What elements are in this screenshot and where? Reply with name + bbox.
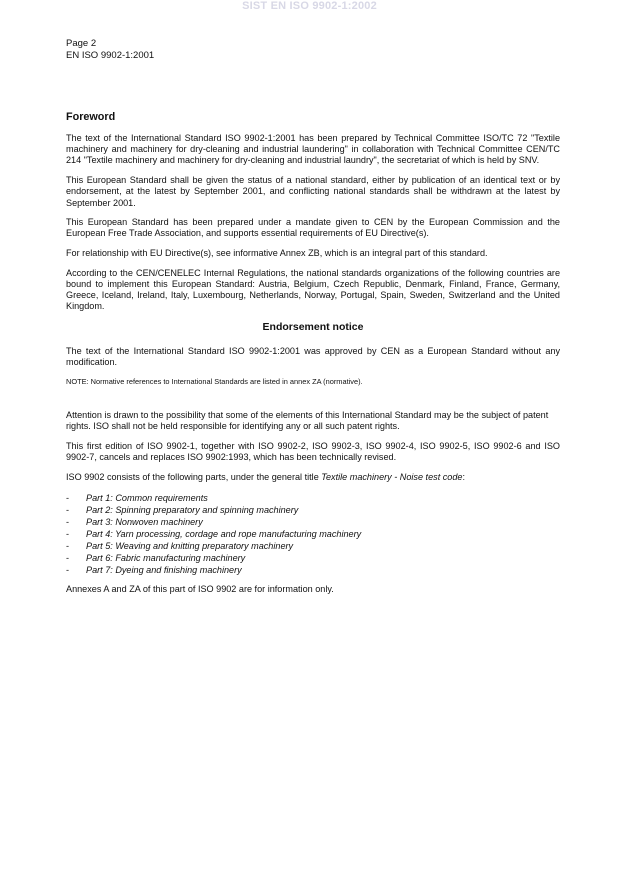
- document-body: [66, 111, 560, 603]
- parts-intro: [66, 472, 560, 483]
- list-dash: -: [66, 516, 70, 527]
- endorsement-note: NOTE: Normative references to International Standards are listed in annex ZA (normative).: [66, 377, 363, 387]
- list-dash: -: [66, 492, 70, 503]
- part-title: Part 4: Yarn processing, cordage and rope manufacturing machinery: [86, 528, 362, 539]
- part-title: Part 3: Nonwoven machinery: [86, 516, 203, 527]
- parts-general-title: Textile machinery - Noise test code: [321, 471, 463, 482]
- annexes-paragraph: Annexes A and ZA of this part of ISO 9902 are for information only.: [66, 583, 334, 594]
- page-number: Page 2: [66, 38, 97, 49]
- foreword-paragraph: This European Standard has been prepared under a mandate given to CEN by the European Commission and the European Free Trade Association, and supports essential requirements of EU Directive(s).: [66, 217, 560, 239]
- part-title: Part 6: Fabric manufacturing machinery: [86, 552, 246, 563]
- list-item: [66, 504, 560, 516]
- foreword-paragraph: For relationship with EU Directive(s), see informative Annex ZB, which is an integral part of this standard.: [66, 248, 488, 259]
- list-item: [66, 552, 560, 564]
- part-title: Part 7: Dyeing and finishing machinery: [86, 564, 242, 575]
- list-item: [66, 540, 560, 552]
- list-item: [66, 492, 560, 504]
- document-id: EN ISO 9902-1:2001: [66, 49, 155, 61]
- list-dash: -: [66, 552, 70, 563]
- list-dash: -: [66, 528, 70, 539]
- foreword-paragraph: The text of the International Standard ISO 9902-1:2001 has been prepared by Technical Committee ISO/TC 72 "Textile machinery and machinery for dry-cleaning and industrial laundering" in collaboration with Technical Committee CEN/TC 214 "Textile machinery and machinery for dry-cleaning and industrial laundry", the secretariat of which is held by SNV.: [66, 133, 560, 166]
- part-title: Part 5: Weaving and knitting preparatory machinery: [86, 540, 294, 551]
- page-header: [66, 38, 154, 61]
- foreword-paragraph: According to the CEN/CENELEC Internal Regulations, the national standards organizations of the following countries are bound to implement this European Standard: Austria, Belgium, Czech Republic, Denmark, Finland, France, Germany, Greece, Iceland, Ireland, Italy, Luxembourg, Netherlands, Norway, Portugal, Spain, Sweden, Switzerland and the United Kingdom.: [66, 267, 560, 312]
- list-item: [66, 528, 560, 540]
- list-item: [66, 564, 560, 576]
- endorsement-text: The text of the International Standard ISO 9902-1:2001 was approved by CEN as a European Standard without any modification.: [66, 346, 560, 368]
- endorsement-heading: Endorsement notice: [262, 321, 364, 334]
- edition-paragraph: This first edition of ISO 9902-1, together with ISO 9902-2, ISO 9902-3, ISO 9902-4, ISO 9902-5, ISO 9902-6 and ISO 9902-7, cancels and replaces ISO 9902:1993, which has been technically revised.: [66, 440, 560, 463]
- parts-list: [66, 492, 560, 576]
- parts-intro-end: :: [462, 471, 465, 482]
- part-title: Part 2: Spinning preparatory and spinning machinery: [86, 504, 299, 515]
- list-dash: -: [66, 564, 70, 575]
- foreword-paragraph: This European Standard shall be given the status of a national standard, either by publication of an identical text or by endorsement, at the latest by September 2001, and conflicting national standards shall be withdrawn at the latest by September 2001.: [66, 175, 560, 208]
- patent-paragraph: Attention is drawn to the possibility that some of the elements of this International Standard may be the subject of patent rights. ISO shall not be held responsible for identifying any or all such patent rights.: [66, 410, 549, 432]
- part-title: Part 1: Common requirements: [86, 492, 208, 503]
- list-dash: -: [66, 540, 70, 551]
- list-item: [66, 516, 560, 528]
- parts-intro-text: ISO 9902 consists of the following parts, under the general title: [66, 471, 322, 482]
- list-dash: -: [66, 504, 70, 515]
- watermark: SIST EN ISO 9902-1:2002: [242, 0, 377, 12]
- foreword-heading: Foreword: [66, 111, 116, 123]
